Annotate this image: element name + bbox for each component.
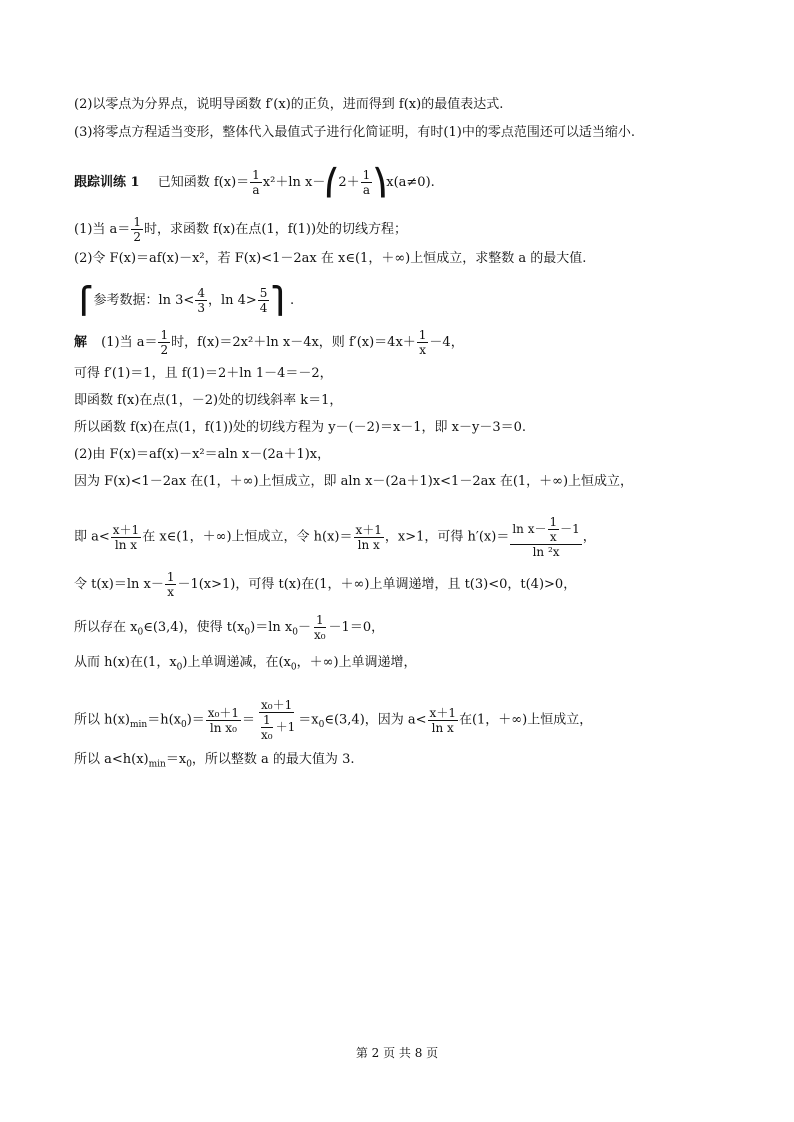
fraction: $\frac{x+1}{\text{ln x}}$ [355, 522, 382, 552]
solution-text: ∈(3,4)，使得 t(x [143, 620, 245, 635]
solution-line-12 [74, 752, 354, 773]
solution-text: ，＋∞)上单调递增， [296, 655, 417, 670]
method-step-2: (2)以零点为分界点，说明导函数 f′(x)的正负，进而得到 f(x)的最值表达式. [74, 97, 504, 112]
solution-text: ∈(3,4)，因为 a< [324, 712, 427, 728]
exercise-text: x(a≠0). [386, 175, 435, 190]
method-step-3: (3)将零点方程适当变形，整体代入最值式子进行化简证明，有时(1)中的零点范围还可以适当缩小. [74, 125, 635, 140]
solution-line-10 [74, 655, 417, 676]
solution-text: 所以存在 x [74, 620, 138, 635]
right-bracket: ⎫ [270, 285, 290, 316]
solution-text: ， [582, 529, 596, 545]
fraction: $\frac{x+1}{\text{ln x}}$ [112, 522, 140, 552]
fraction: $\frac{1}{2}$ [160, 328, 169, 357]
solution-text: －4， [429, 335, 464, 350]
fraction: $\frac{4}{3}$ [197, 286, 205, 315]
solution-line-4: 所以函数 f(x)在点(1，f(1))处的切线方程为 y－(－2)＝x－1，即 x－y－3＝0. [74, 420, 527, 435]
page-footer: 第 2 页 共 8 页 [355, 1046, 439, 1060]
solution-text: (1)当 a＝ [101, 335, 158, 350]
solution-text: ＝x [165, 752, 187, 767]
solution-line-8 [74, 570, 576, 599]
solution-text: 令 t(x)＝ln x－ [74, 577, 164, 592]
reference-text: ，ln 4> [207, 293, 257, 308]
solution-line-2: 可得 f′(1)＝1，且 f(1)＝2＋ln 1－4＝－2， [74, 366, 333, 381]
solution-text: ＝h(x [147, 712, 181, 728]
subscript: 0 [176, 662, 183, 673]
fraction: $\frac{1}{x}$ [166, 570, 175, 599]
solution-text: 时，f(x)＝2x²＋ln x－4x，则 f′(x)＝4x＋ [171, 335, 416, 350]
fraction: $\frac{5}{4}$ [259, 286, 268, 315]
solution-line-5: (2)由 F(x)＝af(x)－x²＝aln x－(2a＋1)x， [74, 447, 331, 462]
subscript: 0 [292, 627, 298, 638]
subscript: 0 [180, 720, 187, 731]
fraction: $\frac{\text{x₀＋1}}{\text{ln x₀}}$ [207, 705, 240, 735]
solution-text: )上单调递减，在(x [182, 655, 291, 670]
subscript: 0 [318, 720, 325, 731]
reference-data [74, 286, 294, 315]
solution-text: 在(1，＋∞)上恒成立， [458, 712, 593, 728]
solution-text: 在 x∈(1，＋∞)上恒成立，令 h(x)＝ [142, 529, 353, 545]
reference-text: 参考数据：ln 3< [93, 293, 195, 308]
question-1 [74, 215, 407, 244]
solution-line-3: 即函数 f(x)在点(1，－2)处的切线斜率 k＝1， [74, 393, 343, 408]
solution-line-1 [74, 328, 464, 357]
right-paren: ⎞ [373, 167, 387, 198]
reference-text: . [289, 293, 295, 308]
solution-text: － [297, 620, 311, 635]
solution-line-7 [74, 515, 596, 559]
fraction: $\frac{1}{2}$ [133, 215, 141, 244]
exercise-label: 跟踪训练 1 [74, 175, 140, 190]
solution-line-11 [74, 698, 592, 742]
solution-text: )＝ln x [250, 620, 293, 635]
subscript: 0 [290, 662, 297, 673]
fraction: $\frac{x+1}{\text{ln x}}$ [429, 705, 456, 735]
exercise-heading [74, 168, 435, 197]
exercise-text: 已知函数 f(x)＝ [157, 175, 250, 190]
solution-text: 即 a< [74, 529, 110, 545]
subscript: min [148, 759, 166, 770]
subscript: 0 [137, 627, 144, 638]
question-text: (1)当 a＝ [74, 222, 131, 237]
fraction: $\frac{1}{a}$ [252, 168, 260, 197]
solution-text: －1(x>1)，可得 t(x)在(1，＋∞)上单调递增，且 t(3)<0，t(4)>0， [177, 577, 577, 592]
solution-line-6: 因为 F(x)<1－2ax 在(1，＋∞)上恒成立，即 aln x－(2a＋1)x<1－2ax 在(1，＋∞)上恒成立， [74, 474, 634, 489]
fraction: ln x－ $\frac{1}{x}$ －1 ln ²x [512, 515, 580, 559]
question-2: (2)令 F(x)＝af(x)－x²，若 F(x)<1－2ax 在 x∈(1，＋∞)上恒成立，求整数 a 的最大值. [74, 251, 587, 266]
solution-text: 所以 h(x) [74, 712, 130, 728]
subscript: 0 [244, 627, 251, 638]
fraction: x₀＋1 $\frac{1}{\text{x₀}}$ ＋1 [261, 698, 296, 742]
solution-label: 解 [74, 335, 88, 350]
exercise-text: x²＋ln x－ [262, 175, 326, 190]
solution-text: )＝ [186, 712, 205, 728]
fraction: $\frac{1}{x}$ [418, 328, 427, 357]
subscript: min [129, 720, 148, 731]
solution-text: 所以 a<h(x) [74, 752, 149, 767]
exercise-text: 2＋ [338, 175, 360, 190]
solution-text: ，x>1，可得 h′(x)＝ [384, 529, 510, 545]
solution-text: －1＝0， [328, 620, 385, 635]
solution-text: 从而 h(x)在(1，x [74, 655, 177, 670]
solution-text: ，所以整数 a 的最大值为 3. [191, 752, 355, 767]
left-bracket: ⎧ [74, 285, 94, 316]
left-paren: ⎛ [325, 167, 339, 198]
fraction: $\frac{1}{a}$ [362, 168, 371, 197]
subscript: 0 [186, 759, 192, 770]
solution-text: ＝x [298, 712, 319, 728]
fraction: $\frac{1}{\text{x₀}}$ [313, 613, 326, 642]
solution-text: ＝ [242, 712, 256, 728]
solution-line-9 [74, 613, 384, 642]
question-text: 时，求函数 f(x)在点(1，f(1))处的切线方程； [143, 222, 408, 237]
